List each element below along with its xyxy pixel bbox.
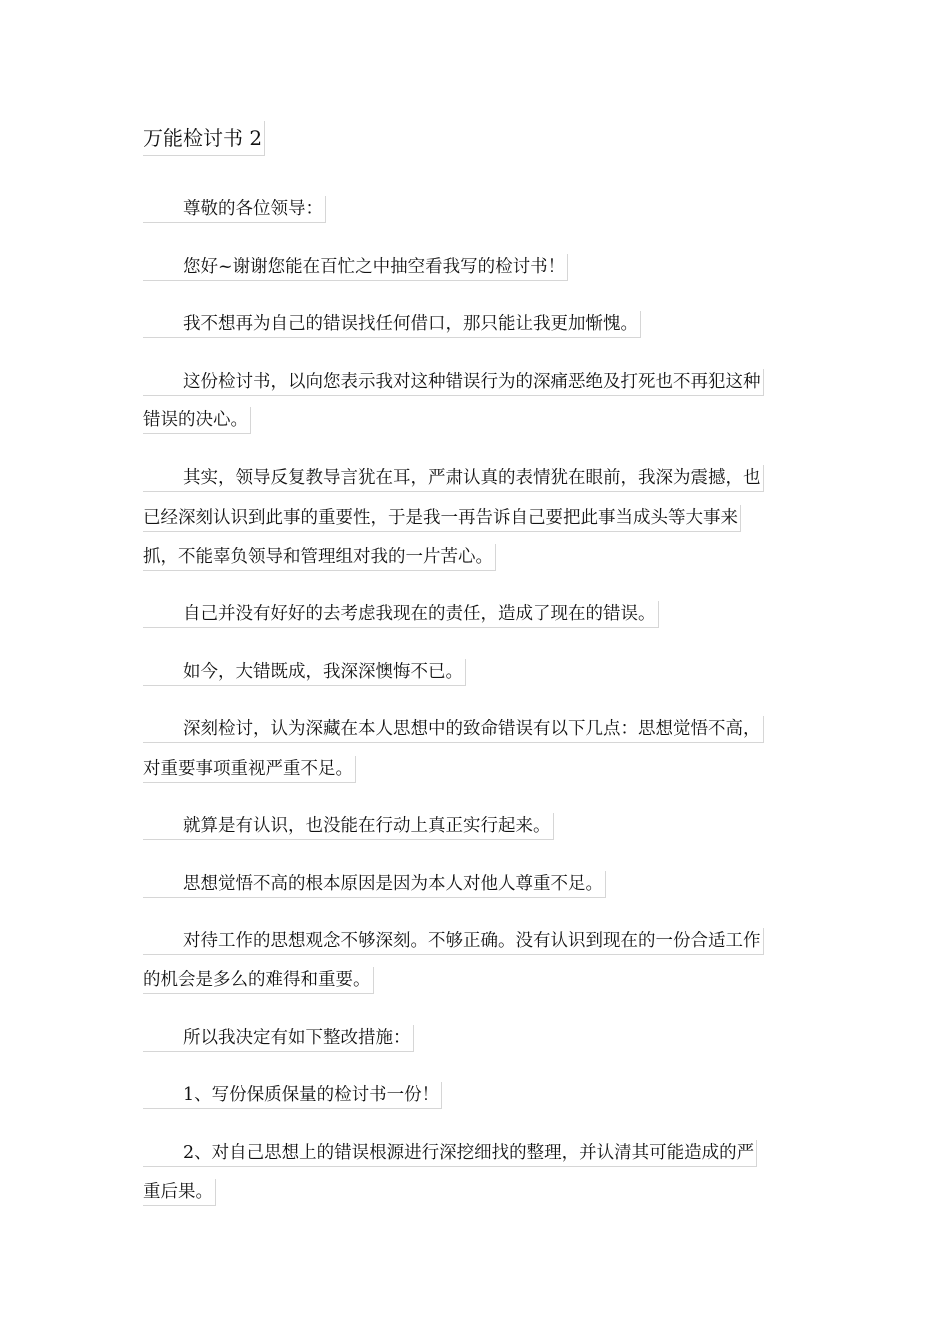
paragraph-line: 我不想再为自己的错误找任何借口，那只能让我更加惭愧。 — [143, 311, 641, 338]
paragraph-line: 其实，领导反复教导言犹在耳，严肃认真的表情犹在眼前，我深为震撼，也 — [143, 465, 764, 492]
paragraph-line: 思想觉悟不高的根本原因是因为本人对他人尊重不足。 — [143, 871, 606, 898]
paragraph-line: 对重要事项重视严重不足。 — [143, 756, 356, 783]
paragraph-line: 尊敬的各位领导： — [143, 196, 326, 223]
paragraph-line: 就算是有认识，也没能在行动上真正实行起来。 — [143, 813, 554, 840]
paragraph-line: 2、对自己思想上的错误根源进行深挖细找的整理，并认清其可能造成的严 — [143, 1140, 757, 1167]
paragraph-line: 自己并没有好好的去考虑我现在的责任，造成了现在的错误。 — [143, 601, 659, 628]
paragraph-line: 错误的决心。 — [143, 407, 251, 434]
paragraph-line: 抓，不能辜负领导和管理组对我的一片苦心。 — [143, 544, 496, 571]
paragraph-line: 已经深刻认识到此事的重要性，于是我一再告诉自己要把此事当成头等大事来 — [143, 505, 741, 532]
paragraph-line: 所以我决定有如下整改措施： — [143, 1025, 414, 1052]
paragraph-line: 如今，大错既成，我深深懊悔不已。 — [143, 659, 466, 686]
paragraph-line: 您好~谢谢您能在百忙之中抽空看我写的检讨书！ — [143, 254, 568, 281]
paragraph-line: 重后果。 — [143, 1179, 216, 1206]
paragraph-line: 深刻检讨，认为深藏在本人思想中的致命错误有以下几点：思想觉悟不高， — [143, 716, 764, 743]
paragraph-line: 这份检讨书，以向您表示我对这种错误行为的深痛恶绝及打死也不再犯这种 — [143, 369, 764, 396]
paragraph-line: 1、写份保质保量的检讨书一份！ — [143, 1082, 442, 1109]
document-title: 万能检讨书 2 — [143, 121, 265, 156]
paragraph-line: 的机会是多么的难得和重要。 — [143, 967, 374, 994]
paragraph-line: 对待工作的思想观念不够深刻。不够正确。没有认识到现在的一份合适工作 — [143, 928, 764, 955]
